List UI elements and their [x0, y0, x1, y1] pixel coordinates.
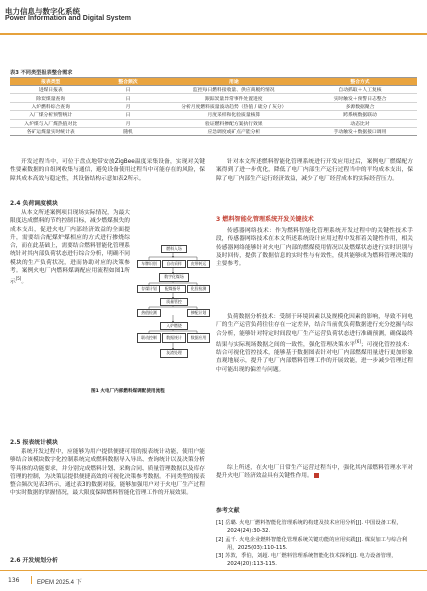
section-heading-2-4: 2.4 负荷调度模块 [10, 201, 58, 207]
diagram-node: 灰渣处理 [160, 349, 188, 358]
diagram-node: 数字化煤场 [159, 273, 189, 282]
right-paragraph-4: 综上所述，在火电厂日常生产运营过程当中，强化其内部燃料管理水平对提升火电厂经济效益具有关键性作用。 [216, 465, 413, 480]
table-row [10, 111, 417, 119]
table-header: 整合方式 [303, 78, 417, 86]
table-row [10, 127, 417, 135]
diagram-node: 数据应用 [187, 333, 210, 343]
table-header: 整合频次 [91, 78, 164, 86]
table-cell: 除炭煤量查询 [10, 94, 91, 102]
header-rule [0, 33, 427, 35]
table-cell: 月度采样和化验质量核算 [165, 111, 303, 119]
table-cell: 多源数据聚合 [303, 102, 417, 110]
table-row [10, 102, 417, 110]
left-paragraph-3: 系统开发过程中，应能够为用户提供便捷可用的报表统计功能，使用户能够结合该模块数字化控制系统完成燃料数据导入导出、查询统计以及决策分析等具体的功能要求，并分别完成燃料计划、采购合同、质量管理数据以及库存管理的控制，为决策层提供便捷高效的可视化决策参考数据。不同类型的报表整合频次见表3所示，通过表3的数据对接，能够加强用户对于火电厂生产过程中实时数据的掌握情况，最大限度保障燃料智能化管理工作的开展效果。 [10, 449, 205, 497]
diagram-node: 车牌识别 [137, 260, 161, 268]
table-cell: 入炉燃料综合查询 [10, 102, 91, 110]
right-paragraph-2: 传感器网络技术：作为燃料智能化管理系统开发过程中的关键性技术手段，传感器网络技术在本文所述系统设计应用过程中发挥着关键性作用，相关传感器网络能够针对火电厂内部的燃煤使用情况以及燃煤状态进行实时识别与及时回传，提供了数据信息的实时性与有效性，使其能够成为燃料管理决策的主要参考。 [216, 228, 413, 268]
citation: [6] [355, 338, 361, 344]
table-row [10, 86, 417, 94]
footer-rule [0, 570, 427, 571]
table-cell: 验证燃料掺配方案执行效果 [165, 119, 303, 127]
table-cell: 跨系统数据联动 [303, 111, 417, 119]
diagram-node: 联动控制 [137, 333, 161, 343]
table-cell: 实时触发＋预警日志整合 [303, 94, 417, 102]
table-cell: 应急调度或矿点产能分析 [165, 127, 303, 135]
diagram-node: 掺配计划 [187, 309, 210, 317]
section-heading-2-6: 2.6 开发规划分析 [10, 558, 58, 564]
references-list [216, 519, 413, 569]
table-cell: 日 [91, 86, 164, 94]
diagram-node: 皮带转运 [187, 260, 210, 268]
table-cell: 各矿运煤量实时统计表 [10, 127, 91, 135]
references-title: 参考文献 [216, 508, 240, 514]
table-cell: 入厂煤分析预警统计 [10, 111, 91, 119]
table-caption: 表3 不同类型报表整合需求 [10, 70, 73, 76]
diagram-node: 质量管控 [160, 298, 188, 306]
table-row [10, 94, 417, 102]
table-header: 报表类型 [10, 78, 91, 86]
table-cell: 月 [91, 102, 164, 110]
citation: [5] [15, 276, 22, 282]
table-header-row [10, 78, 417, 86]
diagram-node: 自动采样 [162, 260, 186, 268]
diagram-node: 配煤指导 [159, 285, 186, 293]
flow-diagram [137, 245, 209, 373]
end-mark-icon [314, 473, 319, 478]
table-cell: 月 [91, 119, 164, 127]
right-paragraph-3: 负荷数据分析技术：受制于环境因素以及规模化因素的影响，导致不同电厂的生产运营负荷往往存在一定差异，结合当前优负荷数据进行充分挖掘与综合分析，能够针对特定时间段电厂生产运营负荷状态进行准确预测，确保最终结果与实际现场数据之间的一致性，强化管理决策水平[6]；可视化管控技术：结合可视化管控技术，能够基于数据图表针对电厂内部燃煤用量进行更加形象直观地展示，提升了电厂内部燃料管理工作的开展效能，进一步减少管理过程中可能出现的偏差与问题。 [216, 314, 414, 373]
table-cell: 自动抓取＋人工复核 [303, 86, 417, 94]
table-cell: 进煤日报表 [10, 86, 91, 94]
issue-label: EPEM 2025.4 下 [37, 580, 82, 586]
footer-separator [31, 576, 32, 584]
journal-title-cn: 电力信息与数字化系统 [5, 7, 80, 16]
table-cell: 日 [91, 94, 164, 102]
page-number: 136 [8, 577, 20, 584]
diagram-caption: 图1 火电厂内部燃料煤调配使用流程 [91, 389, 165, 394]
diagram-node: 燃料入场 [161, 245, 187, 253]
section-heading-3: 3 燃料智能化管理系统开发关键技术 [216, 216, 314, 223]
table-cell: 跟踪炭量异常事件处置进度 [165, 94, 303, 102]
diagram-node: 化验检测 [187, 285, 210, 293]
diagram-node: 数据统计 [162, 333, 186, 343]
table-cell: 手动触发＋数据接口调用 [303, 127, 417, 135]
requirements-table [10, 77, 417, 136]
reference-item: [1] 岳璐. 火电厂燃料智能化管理系统的构建及技术应用分析[J]. 中国设备工程，2024(24):30-32. [216, 520, 402, 535]
left-paragraph-2: 从本文所述案例项目现场实际情况，为最大限度达成燃料的节约控制目标，减少燃煤损失的成本支出，促进火电厂内部经济效益的全面提升，需要结合配煤炉煤相应的方式进行掺烧综合，而在此基础上，需要结合燃料智能化管理系统针对其内部负荷状态进行综合分析，明确不同模块的生产负荷状况，进而协助对应的决策参考。案例火电厂内燃料煤调配应用流程如图1所示[5]。 [10, 210, 130, 286]
section-heading-2-5: 2.5 报表统计模块 [10, 440, 58, 446]
table-cell: 随机 [91, 127, 164, 135]
table-cell: 日 [91, 111, 164, 119]
left-paragraph-1: 开发过程当中，可位于盘点地带安放ZigBee温度采集设备，实现对关键性要素数据的自组网收集与通信，避免设备使用过程当中可能存在的风险，保障其成本高效与稳定性，其设备结构示意如表2所示。 [10, 159, 205, 182]
reference-item: [2] 孟千. 火电企业燃料智能化管理系统关键功能的应用实践[J]. 煤炭加工与综合利用，2025(03):110-115. [216, 536, 408, 551]
reference-item: [3] 苏敦，季伯，刘超. 电厂燃料管理系统智能化技术探析[J]. 电力设备管理，2024(20):113-115. [216, 553, 397, 568]
diagram-node: 入炉燃烧 [160, 322, 188, 330]
table-cell: 动态比对 [303, 119, 417, 127]
table-cell: 入炉煤与入厂煤热值对比 [10, 119, 91, 127]
diagram-node: 存煤计划 [137, 285, 161, 293]
table-cell: 监控每日燃料接收量、供应商履约情况 [165, 86, 303, 94]
table-cell: 分析月度燃料质量波动趋势（热值 / 硫分 / 灰分） [165, 102, 303, 110]
table-row [10, 119, 417, 127]
diagram-node: 热值检测 [137, 309, 161, 317]
table-header: 用途 [165, 78, 303, 86]
journal-title-en: Power Information and Digital System [5, 15, 132, 22]
right-paragraph-1: 针对本文所述燃料智能化管理系统进行开发应用过后，案例电厂燃煤配方案得到了进一步优化，降低了电厂内部生产运行过程当中的平均成本支出，保障了电厂内部生产运行经济效益，减少了电厂经营成本的实际经营压力。 [216, 159, 413, 182]
